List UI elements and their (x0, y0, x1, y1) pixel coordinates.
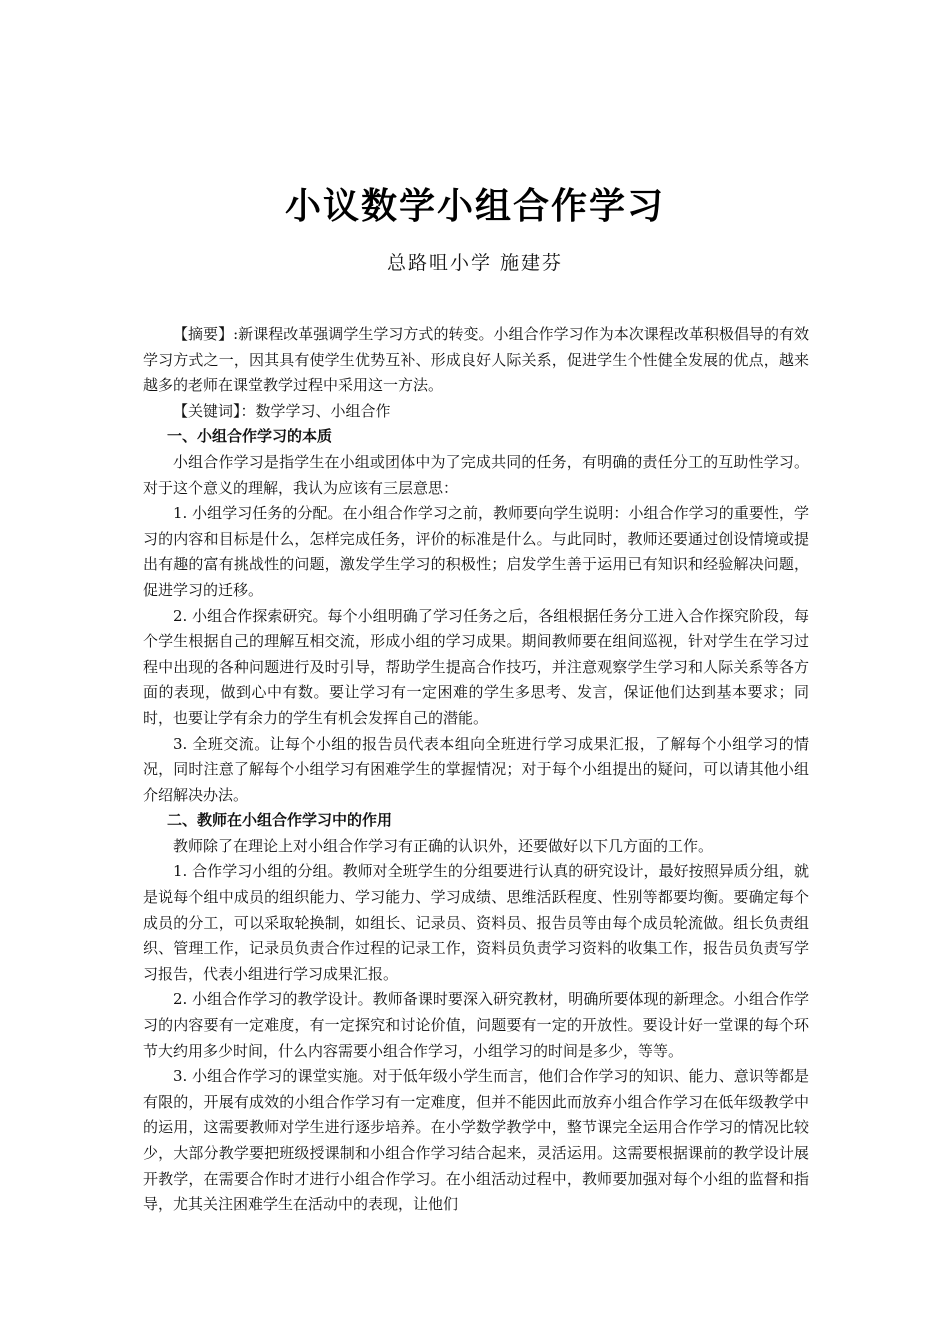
section1-intro: 小组合作学习是指学生在小组或团体中为了完成共同的任务，有明确的责任分工的互助性学习。对于这个意义的理解，我认为应该有三层意思： (143, 452, 809, 497)
section2-intro: 教师除了在理论上对小组合作学习有正确的认识外，还要做好以下几方面的工作。 (173, 836, 714, 855)
section1-item-3: 3. 全班交流。让每个小组的报告员代表本组向全班进行学习成果汇报，了解每个小组学习的情况，同时注意了解每个小组学习有困难学生的掌握情况；对于每个小组提出的疑问，可以请其他小组介绍解决办法。 (143, 734, 809, 804)
document-body (143, 322, 809, 1218)
section2-item-2: 2. 小组合作学习的教学设计。教师备课时要深入研究教材，明确所要体现的新理念。小组合作学习的内容要有一定难度，有一定探究和讨论价值，问题要有一定的开放性。要设计好一堂课的每个环节大约用多少时间，什么内容需要小组合作学习，小组学习的时间是多少，等等。 (143, 990, 809, 1060)
abstract-paragraph: 【摘要】:新课程改革强调学生学习方式的转变。小组合作学习作为本次课程改革积极倡导的有效学习方式之一，因其具有使学生优势互补、形成良好人际关系，促进学生个性健全发展的优点，越来越多的老师在课堂教学过程中采用这一方法。 (143, 325, 809, 395)
author-line: 总路咀小学 施建芬 (386, 252, 564, 274)
document-title: 小议数学小组合作学习 (284, 186, 665, 227)
section1-item-2: 2. 小组合作探索研究。每个小组明确了学习任务之后，各组根据任务分工进入合作探究阶段，每个学生根据自己的理解互相交流，形成小组的学习成果。期间教师要在组间巡视，针对学生在学习过程中出现的各种问题进行及时引导，帮助学生提高合作技巧，并注意观察学生学习和人际关系等各方面的表现，做到心中有数。要让学习有一定困难的学生多思考、发言，保证他们达到基本要求；同时，也要让学有余力的学生有机会发挥自己的潜能。 (143, 606, 809, 727)
section-heading-2: 二、教师在小组合作学习中的作用 (167, 811, 393, 830)
section2-item-3: 3. 小组合作学习的课堂实施。对于低年级小学生而言，他们合作学习的知识、能力、意识等都是有限的，开展有成效的小组合作学习有一定难度，但并不能因此而放弃小组合作学习在低年级教学中的运用，这需要教师对学生进行逐步培养。在小学数学教学中，整节课完全运用合作学习的情况比较少，大部分教学要把班级授课制和小组合作学习结合起来，灵活运用。这需要根据课前的教学设计展开教学，在需要合作时才进行小组合作学习。在小组活动过程中，教师要加强对每个小组的监督和指导，尤其关注困难学生在活动中的表现，让他们 (143, 1067, 809, 1214)
section2-item-1: 1. 合作学习小组的分组。教师对全班学生的分组要进行认真的研究设计，最好按照异质分组，就是说每个组中成员的组织能力、学习能力、学习成绩、思维活跃程度、性别等都要均衡。要确定每个成员的分工，可以采取轮换制，如组长、记录员、资料员、报告员等由每个成员轮流做。组长负责组织、管理工作，记录员负责合作过程的记录工作，资料员负责学习资料的收集工作，报告员负责写学习报告，代表小组进行学习成果汇报。 (143, 862, 809, 983)
section1-item-1: 1. 小组学习任务的分配。在小组合作学习之前，教师要向学生说明：小组合作学习的重要性，学习的内容和目标是什么，怎样完成任务，评价的标准是什么。与此同时，教师还要通过创设情境或提出有趣的富有挑战性的问题，激发学生学习的积极性；启发学生善于运用已有知识和经验解决问题，促进学习的迁移。 (143, 504, 809, 599)
keywords-paragraph: 【关键词】：数学学习、小组合作 (173, 401, 391, 420)
section-heading-1: 一、小组合作学习的本质 (167, 427, 333, 446)
